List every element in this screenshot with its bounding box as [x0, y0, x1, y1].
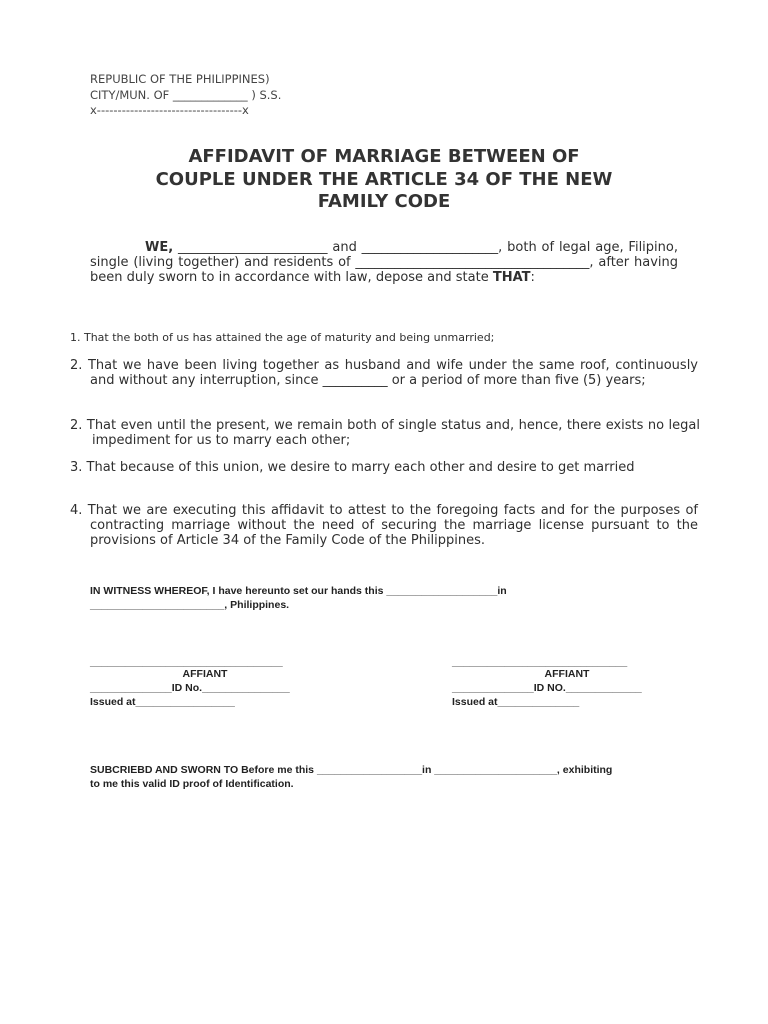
intro-we: WE, [145, 240, 174, 255]
title-line-1: AFFIDAVIT OF MARRIAGE BETWEEN OF [188, 146, 580, 167]
sworn-line-2: to me this valid ID proof of Identification. [90, 778, 294, 790]
intro-paragraph [90, 240, 678, 285]
intro-colon: : [530, 270, 535, 285]
list-item-1: 1. That the both of us has attained the age of maturity and being unmarried; [70, 331, 495, 344]
intro-text: _______________________ and _____________________, both of legal age, Filipino, single (living together) and residents of ____________________________________, after having been duly sworn to in accordance with law, depose and state [90, 240, 678, 285]
list-item-3: 3. That because of this union, we desire to marry each other and desire to get married [70, 460, 635, 475]
title-line-2: COUPLE UNDER THE ARTICLE 34 OF THE NEW [155, 168, 613, 190]
intro-that: THAT [492, 270, 531, 285]
header-republic: REPUBLIC OF THE PHILIPPINES) [90, 72, 270, 86]
sworn-line-1: SUBCRIEBD AND SWORN TO Before me this __________________in _____________________, exhibiting [90, 764, 613, 776]
affiant-right-label: AFFIANT [544, 668, 590, 680]
header-divider: x-----------------------------------x [90, 103, 249, 117]
list-item-2: 2. That we have been living together as husband and wife under the same roof, continuously and without any interruption, since __________ or a period of more than five (5) years; [70, 358, 698, 388]
witness-line-1: IN WITNESS WHEREOF, I have hereunto set our hands this ___________________in [90, 585, 507, 597]
affiant-left-label: AFFIANT [182, 668, 228, 680]
affiant-left-id: ______________ID No._______________ [90, 682, 290, 694]
list-item-4: 4. That we are executing this affidavit to attest to the foregoing facts and for the purposes of contracting marriage without the need of securing the marriage license pursuant to the provisions of Article 34 of the Family Code of the Philippines. [70, 503, 698, 548]
document-header [90, 72, 281, 119]
witness-line-2: _______________________, Philippines. [90, 599, 290, 611]
title-line-3: FAMILY CODE [317, 191, 451, 212]
affiant-right-signature-line: ______________________________ [452, 656, 628, 668]
affiant-right-issued: Issued at______________ [452, 696, 580, 708]
affiant-left-signature-line: _________________________________ [90, 656, 283, 668]
header-city: CITY/MUN. OF _____________ ) S.S. [90, 87, 282, 102]
list-item-2b: 2. That even until the present, we remain both of single status and, hence, there exists no legal impediment for us to marry each other; [70, 418, 700, 448]
affiant-right-id: ______________ID NO._____________ [452, 682, 642, 694]
document-title [80, 146, 688, 214]
affiant-left-issued: Issued at_________________ [90, 696, 235, 708]
